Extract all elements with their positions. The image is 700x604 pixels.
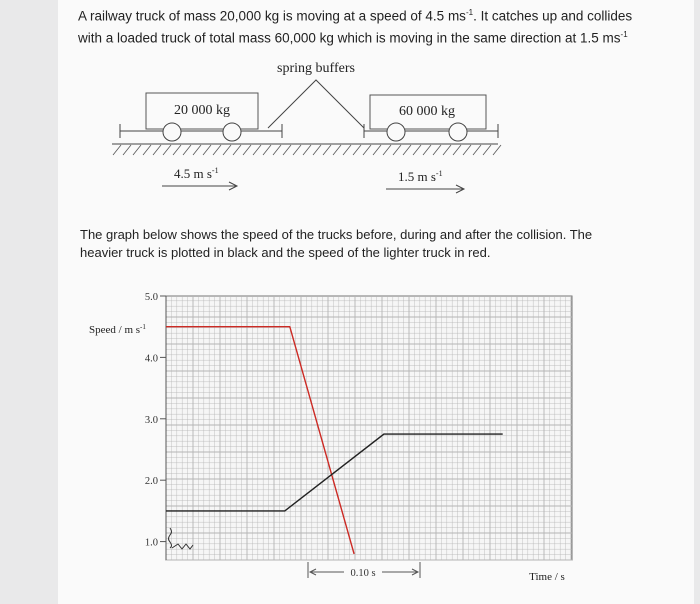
- graph-description: The graph below shows the speed of the trucks before, during and after the collision. The heavier truck is plotted in black and the speed of the lighter truck in red.: [80, 227, 593, 260]
- intro-line-1-end: . It catches up and collides: [473, 8, 633, 24]
- speed-left-label: 4.5 m $s^{-1}$: [174, 166, 219, 181]
- y-tick-label: 5.0: [144, 292, 158, 303]
- plot-area: [166, 296, 572, 560]
- y-tick-label: 1.0: [144, 537, 158, 549]
- y-tick-label: 2.0: [144, 476, 158, 488]
- y-ticks: [145, 292, 166, 549]
- truck-right-mass: 60 000 kg: [399, 104, 455, 119]
- spring-buffers-label: spring buffers: [277, 61, 355, 76]
- y-axis-label: Speed / m $s^{-1}$: [89, 323, 146, 336]
- speed-right-label: 1.5 m $s^{-1}$: [398, 169, 443, 184]
- truck-left-mass: 20 000 kg: [174, 103, 230, 118]
- y-tick-label: 3.0: [144, 414, 158, 426]
- intro-line-2-text: with a loaded truck of total mass 60,000 kg which is moving in the same direction at 1.5 ms: [78, 30, 621, 45]
- intro-line-2-sup: -1: [620, 29, 628, 39]
- x-axis-label: Time / s: [529, 571, 565, 583]
- y-tick-label: 4.0: [144, 353, 158, 365]
- intro-line-1-text: A railway truck of mass 20,000 kg is moving at a speed of 4.5 ms: [78, 8, 466, 24]
- intro-line-1-sup: -1: [465, 8, 474, 17]
- interval-label: 0.10 s: [350, 568, 376, 579]
